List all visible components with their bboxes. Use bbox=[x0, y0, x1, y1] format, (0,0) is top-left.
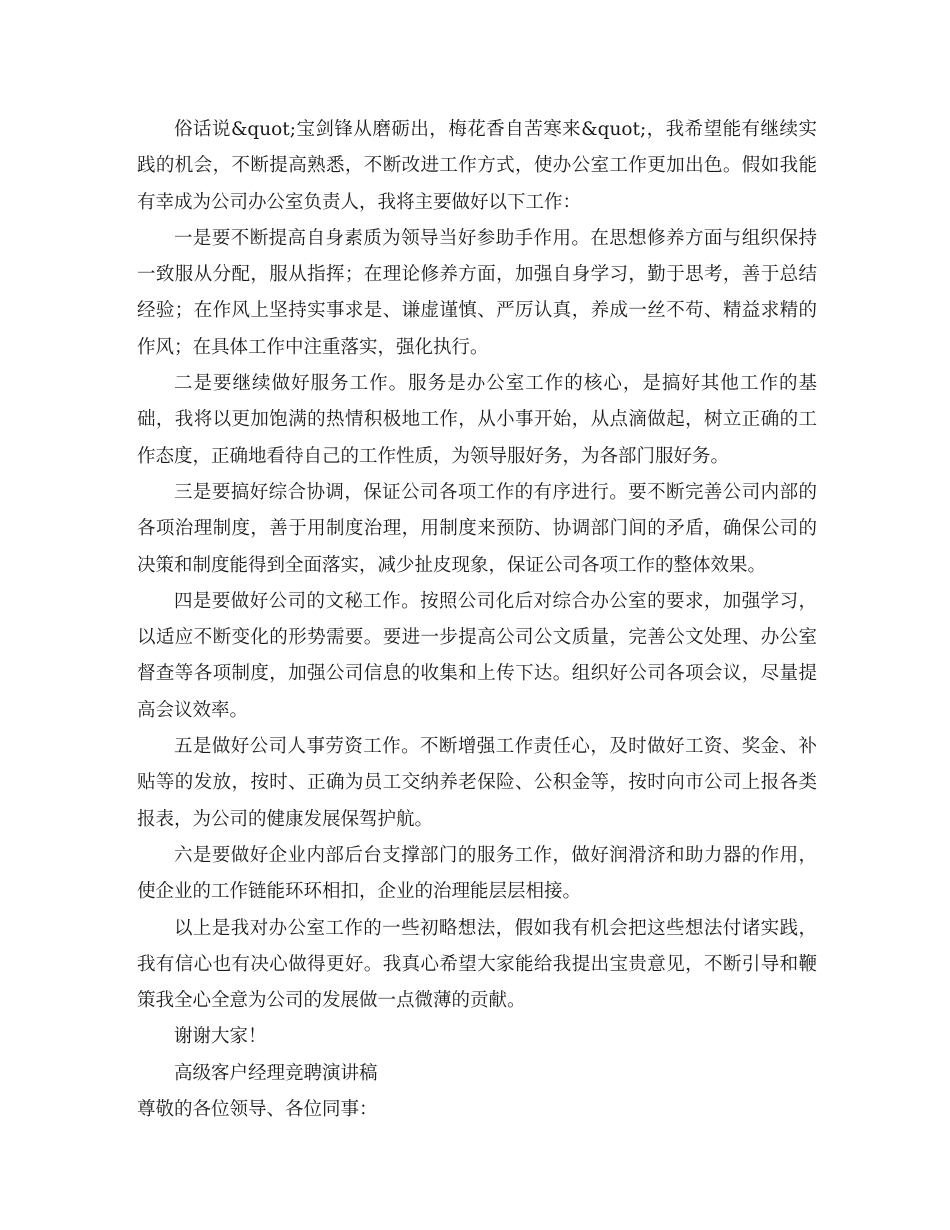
paragraph-thanks: 谢谢大家！ bbox=[174, 1026, 267, 1048]
section-title: 高级客户经理竞聘演讲稿 bbox=[174, 1062, 378, 1084]
paragraph-point-five: 五是做好公司人事劳资工作。不断增强工作责任心，及时做好工资、奖金、补贴等的发放，按时、正确为员工交纳养老保险、公积金等，按时向市公司上报各类报表，为公司的健康发展保驾护航。 bbox=[137, 736, 817, 830]
paragraph-point-one: 一是要不断提高自身素质为领导当好参助手作用。在思想修养方面与组织保持一致服从分配，服从指挥；在理论修养方面，加强自身学习，勤于思考，善于总结经验；在作风上坚持实事求是、谦虚谨慎、严厉认真，养成一丝不苟、精益求精的作风；在具体工作中注重落实，强化执行。 bbox=[137, 227, 817, 358]
paragraph-intro: 俗话说&quot;宝剑锋从磨砺出，梅花香自苦寒来&quot;，我希望能有继续实践的机会，不断提高熟悉，不断改进工作方式，使办公室工作更加出色。假如我能有幸成为公司办公室负责人，我将主要做好以下工作： bbox=[137, 119, 817, 213]
paragraph-point-four: 四是要做好公司的文秘工作。按照公司化后对综合办公室的要求，加强学习，以适应不断变化的形势需要。要进一步提高公司公文质量，完善公文处理、办公室督查等各项制度，加强公司信息的收集和上传下达。组织好公司各项会议，尽量提高会议效率。 bbox=[137, 590, 817, 721]
paragraph-point-three: 三是要搞好综合协调，保证公司各项工作的有序进行。要不断完善公司内部的各项治理制度，善于用制度治理，用制度来预防、协调部门间的矛盾，确保公司的决策和制度能得到全面落实，减少扯皮现象，保证公司各项工作的整体效果。 bbox=[137, 481, 817, 576]
paragraph-point-six: 六是要做好企业内部后台支撑部门的服务工作，做好润滑济和助力器的作用，使企业的工作链能环环相扣，企业的治理能层层相接。 bbox=[137, 844, 817, 903]
document-body bbox=[137, 112, 817, 1128]
salutation: 尊敬的各位领导、各位同事： bbox=[137, 1099, 378, 1121]
paragraph-conclusion: 以上是我对办公室工作的一些初略想法，假如我有机会把这些想法付诸实践，我有信心也有决心做得更好。我真心希望大家能给我提出宝贵意见，不断引导和鞭策我全心全意为公司的发展做一点微薄的贡献。 bbox=[137, 917, 817, 1012]
paragraph-point-two: 二是要继续做好服务工作。服务是办公室工作的核心，是搞好其他工作的基础，我将以更加饱满的热情积极地工作，从小事开始，从点滴做起，树立正确的工作态度，正确地看待自己的工作性质，为领导服好务，为各部门服好务。 bbox=[137, 373, 817, 467]
